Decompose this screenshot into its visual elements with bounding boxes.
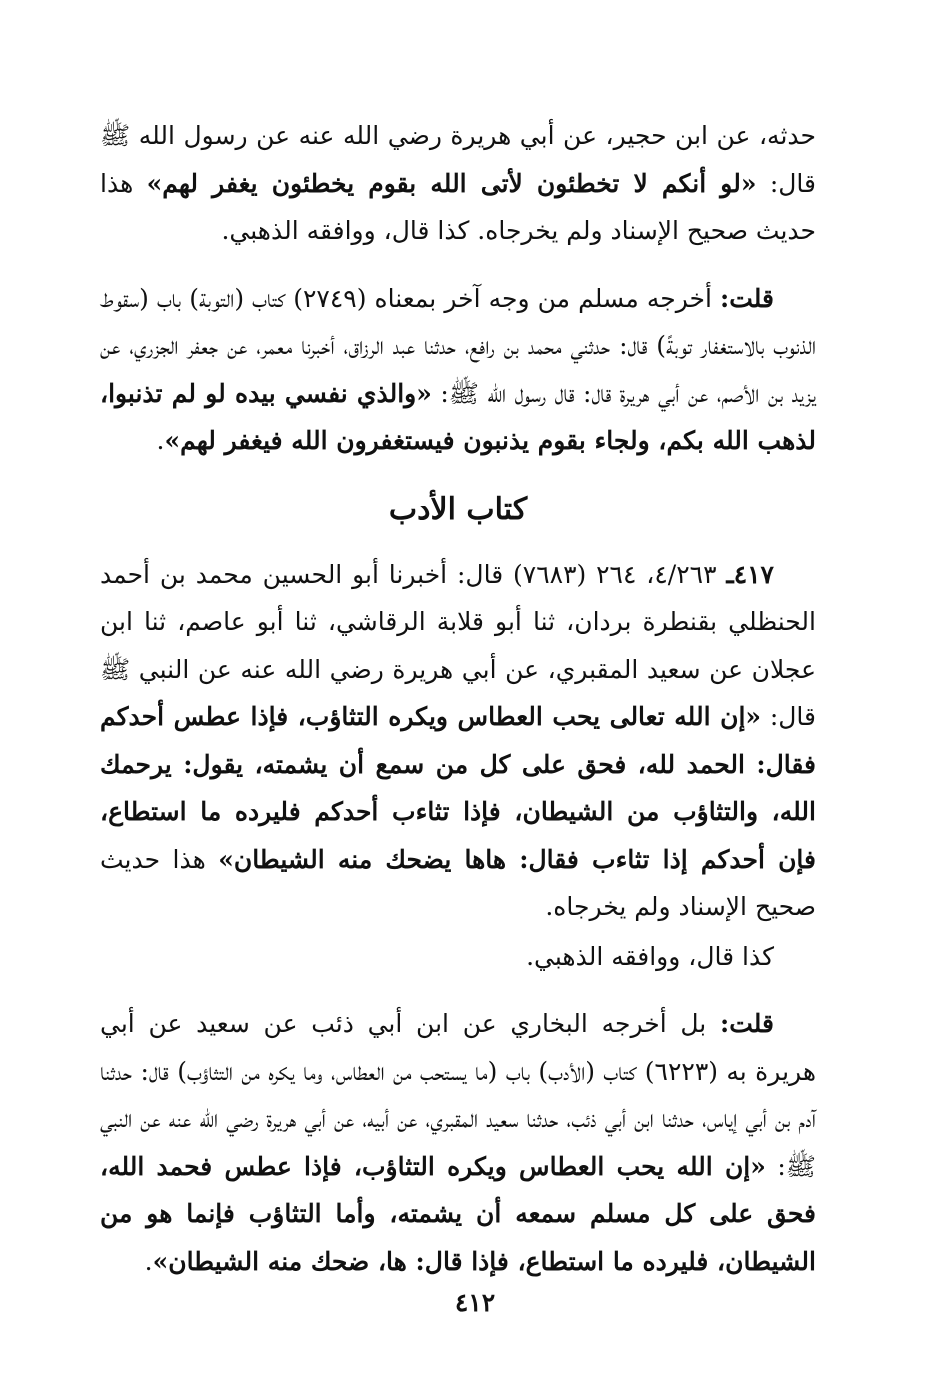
paragraph-commentary-muslim [100,275,816,465]
paragraph-commentary-bukhari [100,1000,816,1285]
text-run: بل أخرجه البخاري عن ابن أبي ذئب عن سعيد عن أبي هريرة به (٦٢٢٣) كتاب (الأدب) باب (ما يستحب من العطاس، وما يكره من التثاؤب) قال: حدثنا آدم بن أبي إياس، حدثنا ابن أبي ذئب، حدثنا سعيد المقبري، عن أبيه، عن أبي هريرة رضي الله عنه عن النبي ﷺ: [100,1009,817,1181]
text-run: أخرجه مسلم من وجه آخر بمعناه (٢٧٤٩) كتاب (التوبة) باب (سقوط الذنوب بالاستغفار توبةً) قال: حدثني محمد بن رافع، حدثنا عبد الرزاق، أخبرنا معمر، عن جعفر الجزري، عن يزيد بن الأصم، عن أبي هريرة قال: قال رسول الله ﷺ: [100,283,816,408]
page-number: ٤١٢ [454,1288,496,1317]
text-run: هذا حديث صحيح الإسناد ولم يخرجاه. كذا قال، ووافقه الذهبي. [100,168,816,245]
commentary-label: قلت: [719,283,774,313]
paragraph-hadith-417 [100,551,816,931]
paragraph-dhahabi-note: كذا قال، ووافقه الذهبي. [526,941,774,971]
paragraph-hadith-continuation [100,112,816,255]
hadith-quote: «إن الله يحب العطاس ويكره التثاؤب، فإذا عطس فحمد الله، فحق على كل مسلم سمعه أن يشمته، وأما التثاؤب فإنما هو من الشيطان، فليرده ما استطاع، فإذا قال: ها، ضحك منه الشيطان» [100,1151,816,1276]
commentary-label: قلت: [719,1009,774,1038]
hadith-number: ٤١٧ـ [726,559,774,589]
hadith-quote: «إن الله تعالى يحب العطاس ويكره التثاؤب، فإذا عطس أحدكم فقال: الحمد لله، فحق على كل من سمع أن يشمته، يقول: يرحمك الله، والتثاؤب من الشيطان، فإذا تثاءب أحدكم فليرده ما استطاع، فإن أحدكم إذا تثاءب فقال: هاها يضحك منه الشيطان» [100,702,817,874]
text-run: هذا حديث صحيح الإسناد ولم يخرجاه. [100,844,816,921]
text-run: . [144,1246,153,1276]
hadith-quote: «لو أنكم لا تخطئون لأتى الله بقوم يخطئون يغفر لهم» [146,168,757,198]
hadith-quote: «والذي نفسي بيده لو لم تذنبوا، لذهب الله بكم، ولجاء بقوم يذنبون فيستغفرون الله فيغفر لهم» [100,378,816,455]
text-run: ٤/٢٦٣، ٢٦٤ (٧٦٨٣) قال: أخبرنا أبو الحسين محمد بن أحمد الحنظلي بقنطرة بردان، ثنا أبو قلابة الرقاشي، ثنا أبو عاصم، ثنا ابن عجلان عن سعيد المقبري، عن أبي هريرة رضي الله عنه عن النبي ﷺ قال: [100,559,817,731]
text-run: حدثه، عن ابن حجير، عن أبي هريرة رضي الله عنه عن رسول الله ﷺ قال: [100,121,816,198]
section-heading: كتاب الأدب [388,491,528,527]
text-run: . [156,426,165,455]
page-body [100,112,816,1285]
